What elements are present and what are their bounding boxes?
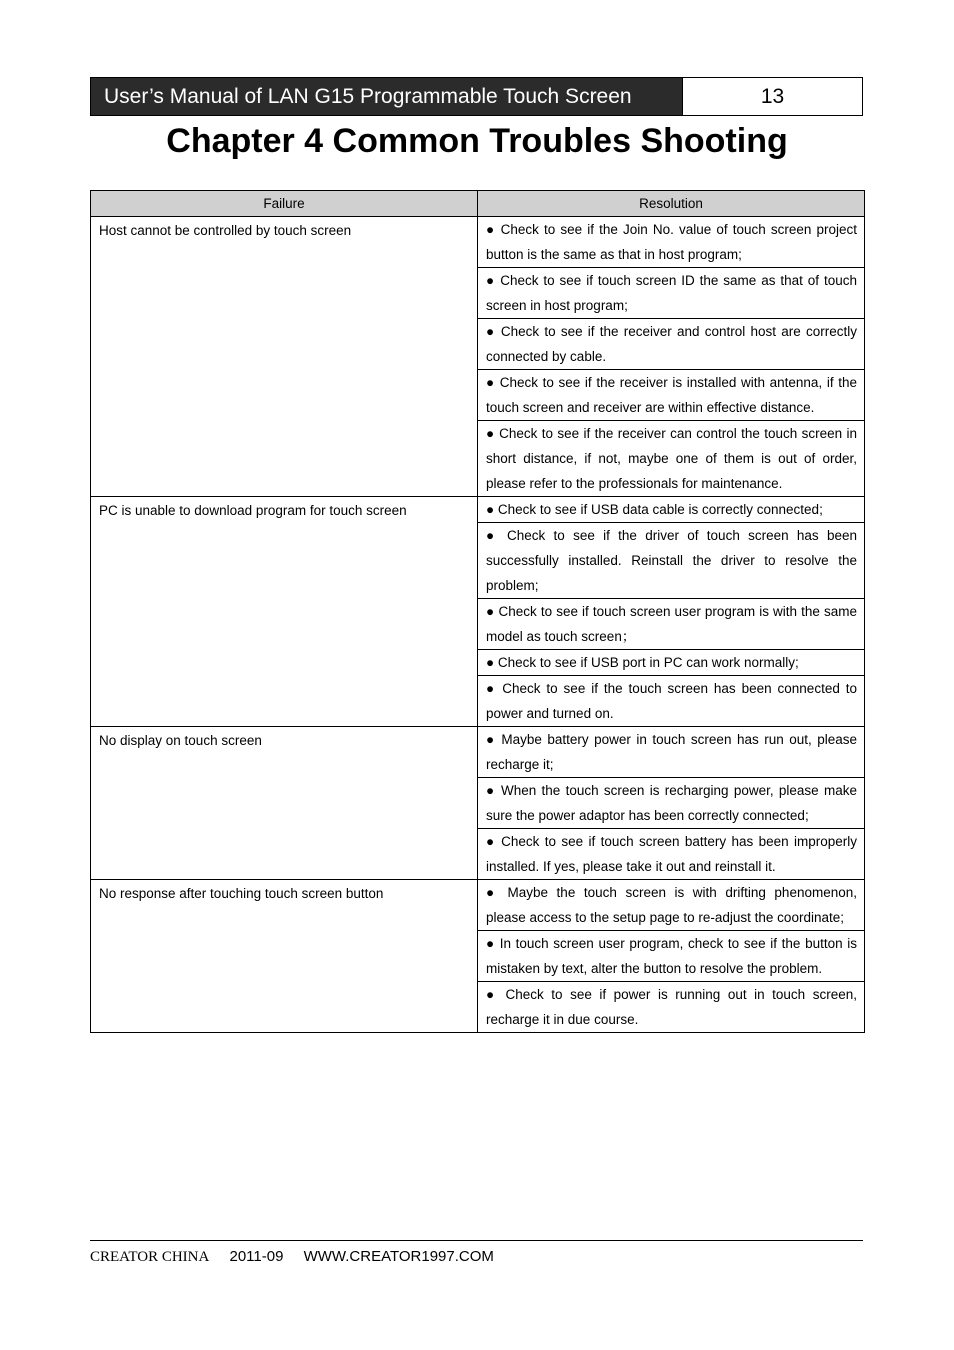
chapter-title: Chapter 4 Common Troubles Shooting	[166, 122, 788, 160]
footer-website: WWW.CREATOR1997.COM	[303, 1248, 494, 1265]
page-footer	[90, 1248, 494, 1266]
failure-cell: Host cannot be controlled by touch screen	[91, 217, 478, 497]
page-number: 13	[682, 78, 862, 115]
resolution-cell: ● In touch screen user program, check to see if the button is mistaken by text, alter the button to resolve the problem.	[478, 931, 865, 982]
resolution-cell: ● Check to see if the receiver and control host are correctly connected by cable.	[478, 319, 865, 370]
resolution-cell: ● Check to see if USB data cable is correctly connected;	[478, 497, 865, 523]
troubleshooting-table	[90, 190, 865, 1033]
footer-brand: CREATOR CHINA	[90, 1249, 210, 1265]
resolution-cell: ● When the touch screen is recharging power, please make sure the power adaptor has been correctly connected;	[478, 778, 865, 829]
footer-date: 2011-09	[229, 1248, 284, 1265]
footer-divider	[90, 1240, 863, 1241]
failure-cell: No response after touching touch screen button	[91, 880, 478, 1033]
table-row	[91, 880, 865, 931]
table-row	[91, 497, 865, 523]
page-header	[90, 77, 863, 116]
manual-title: User’s Manual of LAN G15 Programmable Touch Screen	[91, 78, 682, 115]
resolution-cell: ● Check to see if the receiver can control the touch screen in short distance, if not, maybe one of them is out of order, please refer to the professionals for maintenance.	[478, 421, 865, 497]
resolution-cell: ● Check to see if power is running out in touch screen, recharge it in due course.	[478, 982, 865, 1033]
resolution-cell: ● Check to see if the driver of touch screen has been successfully installed. Reinstall the driver to resolve the problem;	[478, 523, 865, 599]
table-row	[91, 217, 865, 268]
failure-cell: No display on touch screen	[91, 727, 478, 880]
resolution-cell: ● Check to see if touch screen battery has been improperly installed. If yes, please take it out and reinstall it.	[478, 829, 865, 880]
resolution-cell: ● Check to see if the Join No. value of touch screen project button is the same as that in host program;	[478, 217, 865, 268]
table-header-row	[91, 191, 865, 217]
resolution-cell: ● Maybe battery power in touch screen has run out, please recharge it;	[478, 727, 865, 778]
resolution-cell: ● Check to see if the touch screen has been connected to power and turned on.	[478, 676, 865, 727]
table-row	[91, 727, 865, 778]
resolution-cell: ● Check to see if touch screen ID the same as that of touch screen in host program;	[478, 268, 865, 319]
resolution-cell: ● Check to see if the receiver is installed with antenna, if the touch screen and receiver are within effective distance.	[478, 370, 865, 421]
resolution-cell: ● Check to see if USB port in PC can work normally;	[478, 650, 865, 676]
resolution-cell: ● Check to see if touch screen user program is with the same model as touch screen；	[478, 599, 865, 650]
resolution-column-header: Resolution	[478, 191, 865, 217]
failure-cell: PC is unable to download program for touch screen	[91, 497, 478, 727]
resolution-cell: ● Maybe the touch screen is with drifting phenomenon, please access to the setup page to re-adjust the coordinate;	[478, 880, 865, 931]
failure-column-header: Failure	[91, 191, 478, 217]
